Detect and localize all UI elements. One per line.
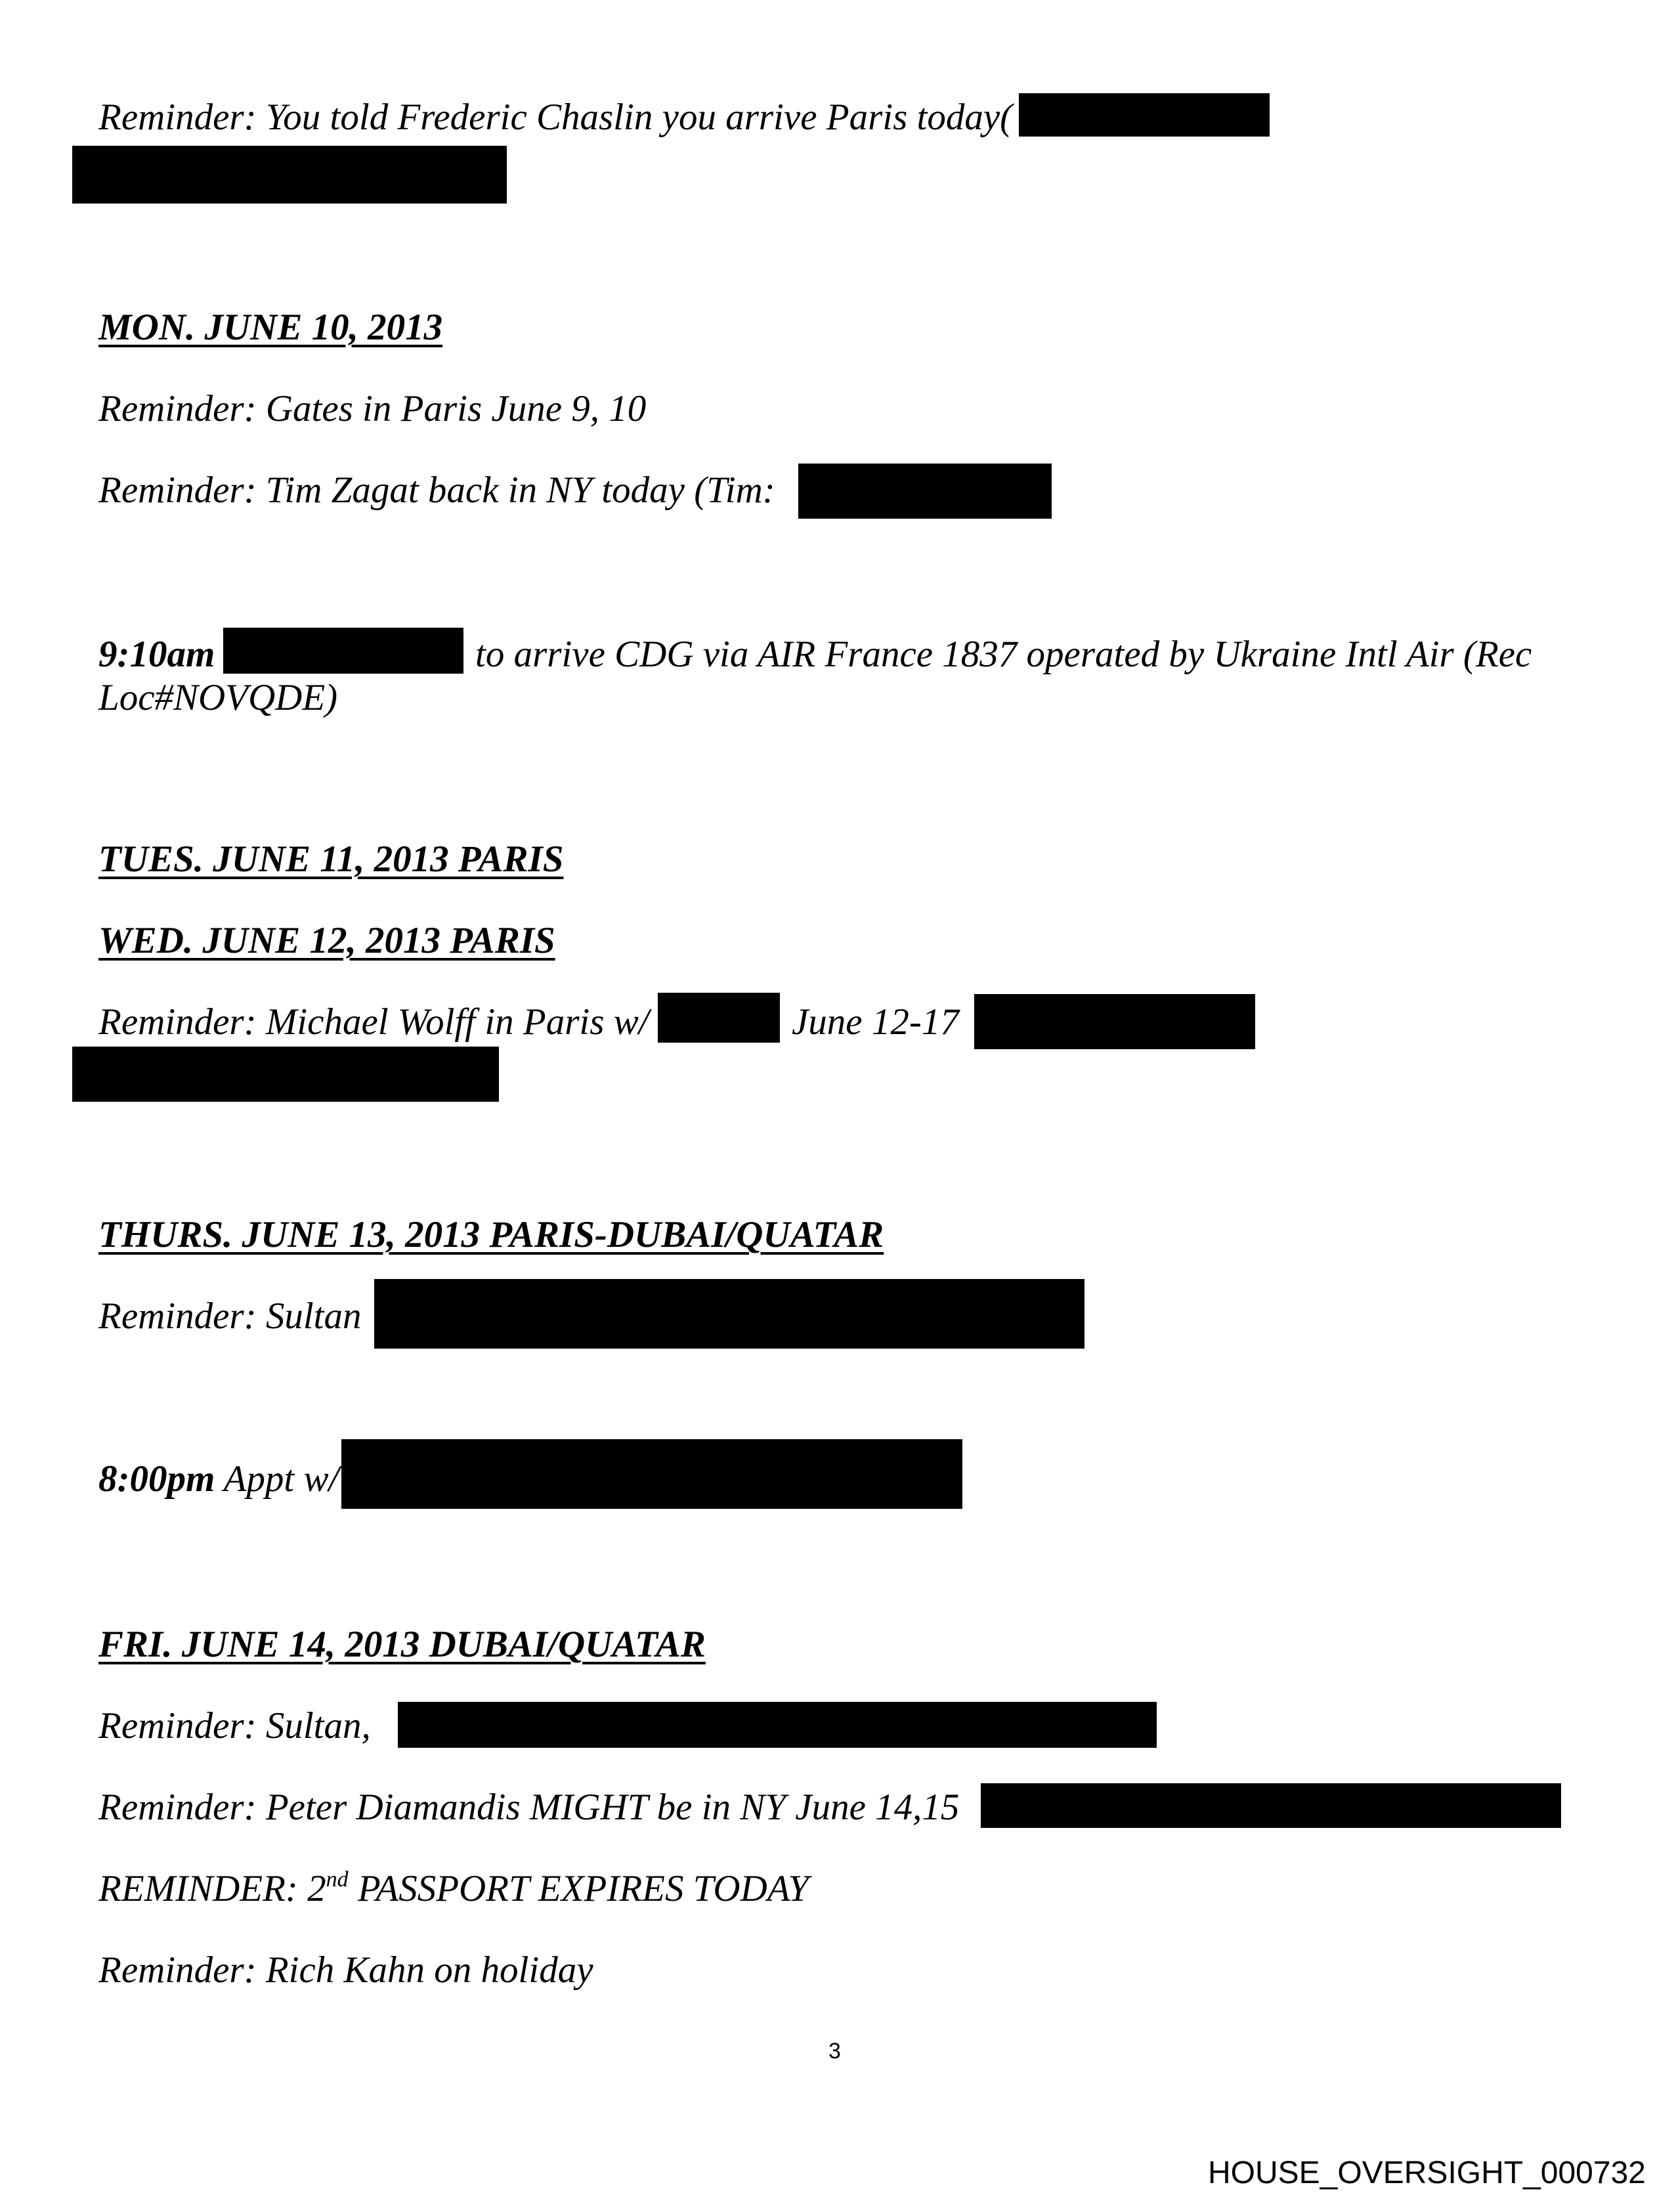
reminder-passport (98, 1867, 809, 1909)
reminder-sultan-2: Reminder: Sultan, (98, 1705, 371, 1746)
redaction-box (374, 1279, 1084, 1349)
arrival-text: to arrive CDG via AIR France 1837 operated by Ukraine Intl Air (Rec (475, 634, 1532, 675)
reminder-wolff-a: Reminder: Michael Wolff in Paris w/ (98, 1001, 649, 1043)
passport-text-b: PASSPORT EXPIRES TODAY (348, 1868, 809, 1909)
bates-number: HOUSE_OVERSIGHT_000732 (1208, 2156, 1646, 2190)
heading-thurs-june-13: THURS. JUNE 13, 2013 PARIS-DUBAI/QUATAR (98, 1214, 884, 1255)
heading-wed-june-12: WED. JUNE 12, 2013 PARIS (98, 920, 555, 961)
redaction-box (974, 994, 1255, 1049)
heading-fri-june-14: FRI. JUNE 14, 2013 DUBAI/QUATAR (98, 1624, 706, 1665)
reminder-wolff-b: June 12-17 (792, 1001, 959, 1043)
page-number: 3 (828, 2039, 841, 2064)
passport-text-a: REMINDER: 2 (98, 1868, 326, 1909)
entry-appt (98, 1460, 339, 1498)
redaction-box (398, 1702, 1157, 1748)
reminder-gates: Reminder: Gates in Paris June 9, 10 (98, 388, 647, 429)
redaction-box (798, 464, 1052, 519)
arrival-time: 9:10am (98, 634, 215, 675)
redaction-box (341, 1439, 962, 1509)
reminder-zagat: Reminder: Tim Zagat back in NY today (Tim: (98, 469, 775, 511)
reminder-sultan-1: Reminder: Sultan (98, 1295, 362, 1337)
redaction-box (981, 1783, 1561, 1828)
reminder-diamandis: Reminder: Peter Diamandis MIGHT be in NY June 14,15 (98, 1787, 960, 1828)
appt-text: Appt w/ (223, 1458, 339, 1500)
redaction-box (223, 628, 463, 674)
redaction-box (1019, 93, 1270, 137)
redaction-box (658, 993, 780, 1043)
appt-time: 8:00pm (98, 1458, 215, 1500)
redaction-box (72, 146, 507, 204)
reminder-chaslin-paren: ( (1000, 97, 1013, 138)
heading-mon-june-10: MON. JUNE 10, 2013 (98, 307, 443, 348)
reminder-kahn: Reminder: Rich Kahn on holiday (98, 1949, 593, 1991)
reminder-chaslin-text: Reminder: You told Frederic Chaslin you arrive Paris today (98, 97, 1000, 138)
reminder-chaslin (98, 98, 1012, 136)
entry-arrival (98, 636, 215, 673)
heading-tues-june-11: TUES. JUNE 11, 2013 PARIS (98, 838, 564, 880)
passport-sup: nd (326, 1867, 349, 1892)
redaction-box (72, 1047, 499, 1102)
arrival-text-cont: Loc#NOVQDE) (98, 677, 338, 718)
